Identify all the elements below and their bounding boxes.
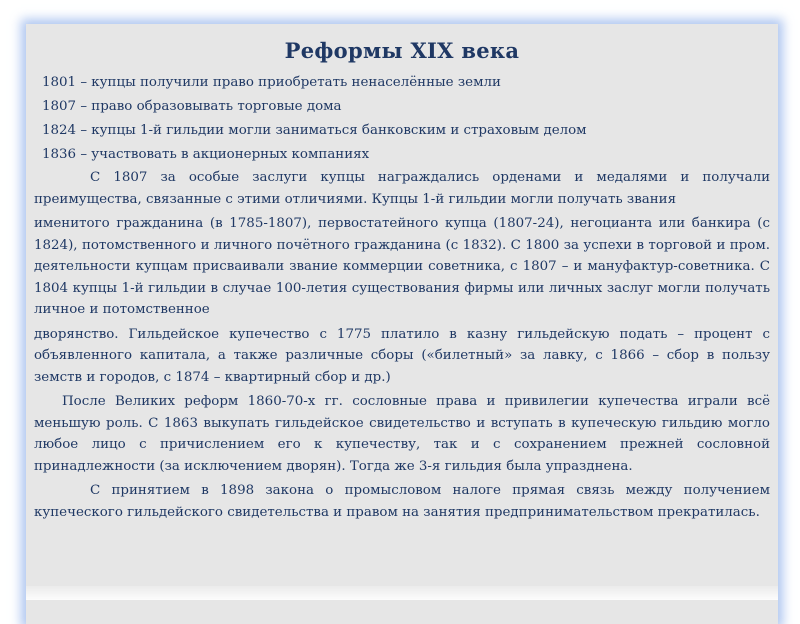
paragraph-1898-law: С принятием в 1898 закона о промысловом налоге прямая связь между получением купеческого гильдейского свидетельства и правом на занятия предпринимательством прекратилась. [34,483,770,520]
paragraph-titles: именитого гражданина (в 1785-1807), первостатейного купца (1807-24), негоцианта или банкира (с 1824), потомственного и личного почётного гражданина (с 1832). С 1800 за успехи в торговой и пром. деятельности купцам присваивали звание коммерции советника, с 1807 – и мануфактур-советника. С 1804 купцы 1-й гильдии в случае 100-летия существования фирмы или личных заслуг могли получать личное и потомственное [34,216,770,317]
slide-title: Реформы XIX века [284,38,520,63]
reform-item-1801: 1801 – купцы получили право приобретать ненаселённые земли [42,75,501,90]
paragraph-awards: С 1807 за особые заслуги купцы награждались орденами и медалями и получали преимущества, связанные с этими отличиями. Купцы 1-й гильдии могли получать звания [34,170,770,207]
reform-list [34,71,770,167]
slide-content [34,30,770,526]
reform-item-1836: 1836 – участвовать в акционерных компаниях [42,147,370,162]
reform-item-1807: 1807 – право образовывать торговые дома [42,99,342,114]
bottom-fade [26,586,778,600]
paragraph-guild-tax: дворянство. Гильдейское купечество с 1775 платило в казну гильдейскую подать – процент с объявленного капитала, а также различные сборы («билетный» за лавку, с 1866 – сбор в пользу земств и городов, с 1874 – квартирный сбор и др.) [34,326,770,385]
reform-item-1824: 1824 – купцы 1-й гильдии могли заниматься банковским и страховым делом [42,123,587,138]
paragraph-great-reforms: После Великих реформ 1860-70-х гг. сословные права и привилегии купечества играли всё меньшую роль. С 1863 выкупать гильдейское свидетельство и вступать в купеческую гильдию могло любое лицо с причислением его к купечеству, так и с сохранением прежней сословной принадлежности (за исключением дворян). Тогда же 3-я гильдия была упразднена. [34,394,770,474]
